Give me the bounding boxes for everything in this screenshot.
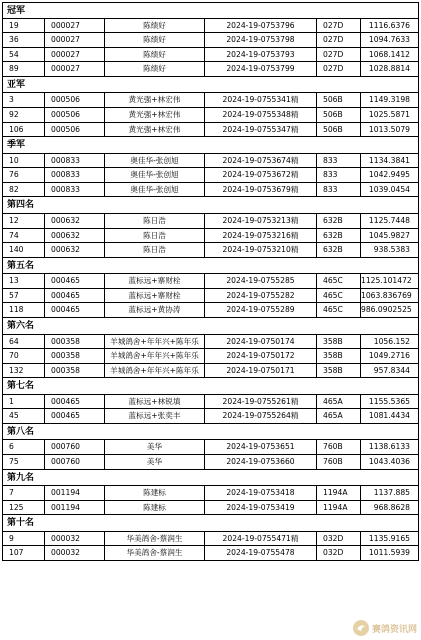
speed-cell: 1028.8814 (368, 64, 410, 74)
owner-cell: 陈建标 (105, 501, 205, 515)
ring-cell: 2024-19-0753418 (205, 486, 317, 500)
code-cell: 465A (317, 395, 361, 409)
ring-cell: 2024-19-0755264精 (205, 409, 317, 423)
club-cell: 000465 (45, 409, 105, 423)
owner-cell: 陈建标 (105, 486, 205, 500)
owner-cell: 蓝标远+张奕丰 (105, 409, 205, 423)
rank-cell: 75 (3, 455, 45, 469)
speed-cell: 1011.5939 (368, 548, 410, 558)
speed-cell: 1063.836769 (361, 290, 412, 300)
table-row (2, 501, 419, 516)
speed-cell: 1068.1412 (368, 49, 410, 59)
rank-cell: 118 (3, 303, 45, 317)
speed-cell: 1116.6376 (368, 20, 410, 30)
club-cell: 000506 (45, 93, 105, 107)
ring-cell: 2024-19-0755261精 (205, 395, 317, 409)
speed-cell: 1025.5871 (368, 109, 410, 119)
ring-cell: 2024-19-0753660 (205, 455, 317, 469)
owner-cell: 陈日浩 (105, 229, 205, 243)
ring-cell: 2024-19-0750174 (205, 335, 317, 349)
ring-cell: 2024-19-0750172 (205, 349, 317, 363)
code-cell: 506B (317, 108, 361, 122)
club-cell: 000465 (45, 303, 105, 317)
owner-cell: 黄光强+林宏伟 (105, 123, 205, 137)
group-heading: 亚军 (2, 77, 419, 94)
owner-cell: 陈绩好 (105, 19, 205, 33)
club-cell: 000027 (45, 19, 105, 33)
group-heading: 第六名 (2, 318, 419, 335)
speed-cell: 1135.9165 (368, 533, 410, 543)
speed-cell: 938.5383 (373, 245, 410, 255)
owner-cell: 蓝标远+寨财栓 (105, 289, 205, 303)
table-row (2, 364, 419, 379)
speed-cell: 1138.6133 (368, 442, 410, 452)
owner-cell: 陈日浩 (105, 214, 205, 228)
table-row (2, 183, 419, 198)
owner-cell: 黄光强+林宏伟 (105, 93, 205, 107)
rank-cell: 7 (3, 486, 45, 500)
rank-cell: 92 (3, 108, 45, 122)
owner-cell: 华美鸽舍-蔡润生 (105, 546, 205, 560)
code-cell: 506B (317, 123, 361, 137)
club-cell: 000027 (45, 33, 105, 47)
group-heading: 第十名 (2, 515, 419, 532)
ring-cell: 2024-19-0750171 (205, 364, 317, 378)
club-cell: 000027 (45, 62, 105, 76)
owner-cell: 美华 (105, 455, 205, 469)
rank-cell: 13 (3, 274, 45, 288)
code-cell: 833 (317, 168, 361, 182)
code-cell: 032D (317, 546, 361, 560)
group-heading: 第八名 (2, 424, 419, 441)
table-row (2, 455, 419, 470)
ring-cell: 2024-19-0753216精 (205, 229, 317, 243)
rank-cell: 6 (3, 440, 45, 454)
code-cell: 358B (317, 335, 361, 349)
club-cell: 000833 (45, 183, 105, 197)
club-cell: 000358 (45, 335, 105, 349)
speed-cell: 1125.7448 (368, 215, 410, 225)
code-cell: 506B (317, 93, 361, 107)
pigeon-logo-icon (353, 620, 369, 636)
ring-cell: 2024-19-0753798 (205, 33, 317, 47)
club-cell: 000632 (45, 229, 105, 243)
group-heading: 第七名 (2, 378, 419, 395)
ring-cell: 2024-19-0753210精 (205, 243, 317, 257)
table-row (2, 243, 419, 258)
code-cell: 632B (317, 243, 361, 257)
rank-cell: 10 (3, 154, 45, 168)
speed-cell: 1134.3841 (368, 155, 410, 165)
table-row (2, 108, 419, 123)
table-row (2, 546, 419, 561)
speed-cell: 968.8628 (373, 502, 410, 512)
group-heading: 第五名 (2, 258, 419, 275)
owner-cell: 蓝标远+林锐填 (105, 395, 205, 409)
ring-cell: 2024-19-0753793 (205, 48, 317, 62)
club-cell: 000027 (45, 48, 105, 62)
rank-cell: 45 (3, 409, 45, 423)
group-heading: 季军 (2, 137, 419, 154)
code-cell: 760B (317, 440, 361, 454)
table-row (2, 335, 419, 350)
owner-cell: 美华 (105, 440, 205, 454)
speed-cell: 1042.9495 (368, 170, 410, 180)
owner-cell: 奥佳华-张创旭 (105, 183, 205, 197)
table-row (2, 274, 419, 289)
results-table (2, 2, 419, 561)
table-row (2, 349, 419, 364)
table-row (2, 303, 419, 318)
code-cell: 465A (317, 409, 361, 423)
speed-cell: 1149.3198 (368, 95, 410, 105)
rank-cell: 132 (3, 364, 45, 378)
speed-cell: 1039.0454 (368, 184, 410, 194)
ring-cell: 2024-19-0755341精 (205, 93, 317, 107)
table-row (2, 229, 419, 244)
speed-cell: 986.0902525 (361, 305, 412, 315)
club-cell: 000506 (45, 123, 105, 137)
ring-cell: 2024-19-0755285 (205, 274, 317, 288)
group-heading: 冠军 (2, 2, 419, 19)
club-cell: 000760 (45, 455, 105, 469)
group-heading: 第九名 (2, 470, 419, 487)
ring-cell: 2024-19-0753651 (205, 440, 317, 454)
table-row (2, 440, 419, 455)
ring-cell: 2024-19-0755282 (205, 289, 317, 303)
ring-cell: 2024-19-0753796 (205, 19, 317, 33)
speed-cell: 1137.885 (373, 488, 410, 498)
owner-cell: 陈绩好 (105, 62, 205, 76)
speed-cell: 1045.9827 (368, 230, 410, 240)
club-cell: 000465 (45, 395, 105, 409)
table-row (2, 409, 419, 424)
club-cell: 000833 (45, 154, 105, 168)
table-row (2, 486, 419, 501)
club-cell: 000032 (45, 546, 105, 560)
ring-cell: 2024-19-0753672精 (205, 168, 317, 182)
code-cell: 632B (317, 229, 361, 243)
rank-cell: 3 (3, 93, 45, 107)
rank-cell: 107 (3, 546, 45, 560)
owner-cell: 陈绩好 (105, 33, 205, 47)
rank-cell: 36 (3, 33, 45, 47)
rank-cell: 64 (3, 335, 45, 349)
code-cell: 760B (317, 455, 361, 469)
owner-cell: 蓝标远+黄协涛 (105, 303, 205, 317)
table-row (2, 154, 419, 169)
table-row (2, 289, 419, 304)
ring-cell: 2024-19-0755348精 (205, 108, 317, 122)
club-cell: 000833 (45, 168, 105, 182)
code-cell: 032D (317, 532, 361, 546)
owner-cell: 黄光强+林宏伟 (105, 108, 205, 122)
club-cell: 000632 (45, 243, 105, 257)
rank-cell: 19 (3, 19, 45, 33)
owner-cell: 华美鸽舍-蔡润生 (105, 532, 205, 546)
club-cell: 000032 (45, 532, 105, 546)
ring-cell: 2024-19-0753674精 (205, 154, 317, 168)
club-cell: 000760 (45, 440, 105, 454)
code-cell: 833 (317, 154, 361, 168)
rank-cell: 125 (3, 501, 45, 515)
code-cell: 027D (317, 62, 361, 76)
club-cell: 000465 (45, 274, 105, 288)
speed-cell: 1081.4434 (368, 411, 410, 421)
code-cell: 833 (317, 183, 361, 197)
owner-cell: 羊城鸽舍+年年兴+陈年乐 (105, 364, 205, 378)
table-row (2, 62, 419, 77)
owner-cell: 羊城鸽舍+年年兴+陈年乐 (105, 349, 205, 363)
rank-cell: 70 (3, 349, 45, 363)
speed-cell: 957.8344 (373, 365, 410, 375)
table-row (2, 123, 419, 138)
rank-cell: 140 (3, 243, 45, 257)
rank-cell: 54 (3, 48, 45, 62)
speed-cell: 1155.5365 (368, 396, 410, 406)
table-row (2, 214, 419, 229)
owner-cell: 蓝标远+寨财栓 (105, 274, 205, 288)
rank-cell: 74 (3, 229, 45, 243)
speed-cell: 1043.4036 (368, 457, 410, 467)
rank-cell: 57 (3, 289, 45, 303)
code-cell: 465C (317, 274, 361, 288)
code-cell: 358B (317, 364, 361, 378)
speed-cell: 1049.2716 (368, 351, 410, 361)
owner-cell: 奥佳华-张创旭 (105, 168, 205, 182)
rank-cell: 82 (3, 183, 45, 197)
speed-cell: 1013.5079 (368, 124, 410, 134)
code-cell: 358B (317, 349, 361, 363)
ring-cell: 2024-19-0755471精 (205, 532, 317, 546)
rank-cell: 1 (3, 395, 45, 409)
rank-cell: 76 (3, 168, 45, 182)
ring-cell: 2024-19-0755478 (205, 546, 317, 560)
code-cell: 027D (317, 33, 361, 47)
table-row (2, 33, 419, 48)
rank-cell: 106 (3, 123, 45, 137)
ring-cell: 2024-19-0753679精 (205, 183, 317, 197)
owner-cell: 奥佳华-张创旭 (105, 154, 205, 168)
owner-cell: 羊城鸽舍+年年兴+陈年乐 (105, 335, 205, 349)
rank-cell: 12 (3, 214, 45, 228)
club-cell: 001194 (45, 501, 105, 515)
table-row (2, 395, 419, 410)
club-cell: 000465 (45, 289, 105, 303)
table-row (2, 532, 419, 547)
code-cell: 632B (317, 214, 361, 228)
ring-cell: 2024-19-0753213精 (205, 214, 317, 228)
ring-cell: 2024-19-0753799 (205, 62, 317, 76)
code-cell: 465C (317, 303, 361, 317)
owner-cell: 陈绩好 (105, 48, 205, 62)
club-cell: 000358 (45, 364, 105, 378)
club-cell: 000358 (45, 349, 105, 363)
table-row (2, 19, 419, 34)
ring-cell: 2024-19-0755347精 (205, 123, 317, 137)
table-row (2, 168, 419, 183)
ring-cell: 2024-19-0755289 (205, 303, 317, 317)
code-cell: 1194A (317, 501, 361, 515)
code-cell: 027D (317, 19, 361, 33)
club-cell: 001194 (45, 486, 105, 500)
watermark (353, 620, 417, 636)
rank-cell: 89 (3, 62, 45, 76)
club-cell: 000506 (45, 108, 105, 122)
speed-cell: 1056.152 (373, 336, 410, 346)
table-row (2, 48, 419, 63)
speed-cell: 1094.7633 (368, 35, 410, 45)
club-cell: 000632 (45, 214, 105, 228)
table-row (2, 93, 419, 108)
code-cell: 465C (317, 289, 361, 303)
watermark-text: 赛鸽资讯网 (371, 624, 417, 635)
rank-cell: 9 (3, 532, 45, 546)
code-cell: 1194A (317, 486, 361, 500)
group-heading: 第四名 (2, 197, 419, 214)
code-cell: 027D (317, 48, 361, 62)
owner-cell: 陈日浩 (105, 243, 205, 257)
ring-cell: 2024-19-0753419 (205, 501, 317, 515)
speed-cell: 1125.101472 (361, 276, 412, 286)
